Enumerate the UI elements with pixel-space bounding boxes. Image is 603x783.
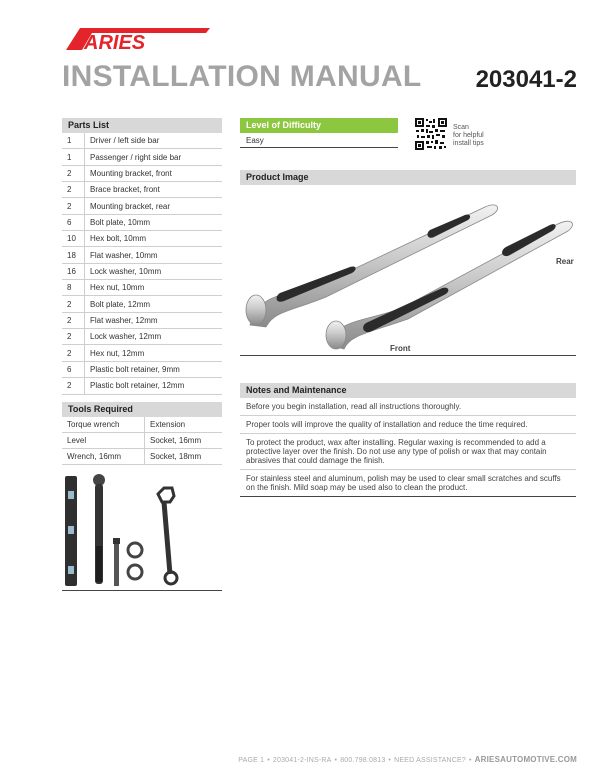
part-qty: 1 (62, 149, 85, 165)
parts-row (62, 312, 222, 328)
footer: PAGE 1 • 203041-2-INS-RA • 800.798.0813 • NEED ASSISTANCE? • ARIESAUTOMOTIVE.COM (238, 755, 577, 764)
level-icon (65, 476, 77, 586)
part-qty: 2 (62, 165, 85, 181)
tool-item: Level (62, 433, 145, 449)
parts-row (62, 329, 222, 345)
tools-row (62, 417, 222, 433)
footer-page: PAGE 1 (238, 757, 265, 764)
part-item: Bolt plate, 12mm (85, 296, 223, 312)
part-item: Passenger / right side bar (85, 149, 223, 165)
rear-label: Rear (556, 257, 574, 266)
part-item: Mounting bracket, rear (85, 198, 223, 214)
note-item: To protect the product, wax after installing. Regular waxing is recommended to add a protective layer over the finish. Do not use any type of polish or wax that may contain abrasives that could damage the finish. (240, 434, 576, 470)
note-item: Proper tools will improve the quality of installation and reduce the time required. (240, 416, 576, 434)
part-item: Hex bolt, 10mm (85, 231, 223, 247)
parts-row (62, 198, 222, 214)
part-qty: 2 (62, 296, 85, 312)
part-item: Flat washer, 12mm (85, 312, 223, 328)
part-qty: 2 (62, 312, 85, 328)
logo-text: ARIES (84, 32, 146, 54)
parts-list (62, 118, 222, 395)
part-item: Hex nut, 12mm (85, 345, 223, 361)
part-qty: 6 (62, 361, 85, 377)
qr-caption-line: install tips (453, 140, 484, 147)
product-image (240, 185, 576, 356)
parts-row (62, 182, 222, 198)
parts-row (62, 361, 222, 377)
tools-heading: Tools Required (62, 402, 222, 417)
product-image-section (240, 170, 576, 185)
tool-item: Wrench, 16mm (62, 449, 145, 465)
parts-row (62, 149, 222, 165)
part-item: Hex nut, 10mm (85, 280, 223, 296)
part-qty: 6 (62, 214, 85, 230)
tools-required (62, 402, 222, 465)
extension-icon (113, 538, 120, 586)
part-item: Bolt plate, 10mm (85, 214, 223, 230)
part-item: Mounting bracket, front (85, 165, 223, 181)
part-qty: 16 (62, 263, 85, 279)
tool-item: Socket, 18mm (145, 449, 223, 465)
parts-row (62, 296, 222, 312)
product-image-heading: Product Image (240, 170, 576, 185)
part-item: Brace bracket, front (85, 182, 223, 198)
parts-row (62, 247, 222, 263)
tools-row (62, 433, 222, 449)
wrench-icon (158, 488, 177, 584)
part-item: Flat washer, 10mm (85, 247, 223, 263)
front-side-bar (326, 221, 572, 349)
tool-item: Torque wrench (62, 417, 145, 433)
tools-illustration (62, 466, 222, 591)
parts-row (62, 214, 222, 230)
parts-row (62, 231, 222, 247)
tool-item: Extension (145, 417, 223, 433)
footer-phone[interactable]: 800.798.0813 (340, 757, 386, 764)
part-number: 203041-2 (475, 66, 577, 93)
part-item: Plastic bolt retainer, 9mm (85, 361, 223, 377)
aries-logo (62, 24, 212, 54)
parts-row (62, 133, 222, 149)
qr-code[interactable] (415, 118, 447, 150)
part-qty: 2 (62, 198, 85, 214)
qr-caption-line: Scan (453, 124, 469, 131)
parts-list-heading: Parts List (62, 118, 222, 133)
difficulty-heading: Level of Difficulty (240, 118, 398, 133)
part-qty: 2 (62, 182, 85, 198)
torque-wrench-icon (93, 474, 105, 584)
front-label: Front (390, 344, 411, 353)
socket-icon (128, 543, 142, 579)
note-item: Before you begin installation, read all instructions thoroughly. (240, 398, 576, 416)
qr-caption (453, 124, 503, 148)
notes-section (240, 383, 576, 497)
note-item: For stainless steel and aluminum, polish may be used to clear small scratches and scuffs on the finish. Mild soap may be used also to clean the product. (240, 470, 576, 497)
footer-doc-code: 203041-2-INS-RA (272, 757, 332, 764)
part-qty: 1 (62, 133, 85, 149)
footer-website-link[interactable]: ARIESAUTOMOTIVE.COM (474, 755, 577, 764)
part-item: Plastic bolt retainer, 12mm (85, 378, 223, 394)
parts-row (62, 378, 222, 394)
part-item: Driver / left side bar (85, 133, 223, 149)
tool-item: Socket, 16mm (145, 433, 223, 449)
difficulty-section (240, 118, 398, 148)
rear-side-bar (246, 205, 498, 327)
parts-table (62, 133, 222, 395)
part-item: Lock washer, 12mm (85, 329, 223, 345)
notes-heading: Notes and Maintenance (240, 383, 576, 398)
part-qty: 2 (62, 378, 85, 394)
page-title: INSTALLATION MANUAL (62, 60, 422, 93)
difficulty-value: Easy (240, 133, 398, 148)
parts-row (62, 165, 222, 181)
parts-row (62, 263, 222, 279)
part-qty: 10 (62, 231, 85, 247)
part-item: Lock washer, 10mm (85, 263, 223, 279)
part-qty: 2 (62, 345, 85, 361)
tools-row (62, 449, 222, 465)
parts-row (62, 280, 222, 296)
footer-assist: NEED ASSISTANCE? (394, 757, 467, 764)
parts-row (62, 345, 222, 361)
part-qty: 2 (62, 329, 85, 345)
part-qty: 18 (62, 247, 85, 263)
tools-table (62, 417, 222, 465)
qr-caption-line: for helpful (453, 132, 484, 139)
part-qty: 8 (62, 280, 85, 296)
